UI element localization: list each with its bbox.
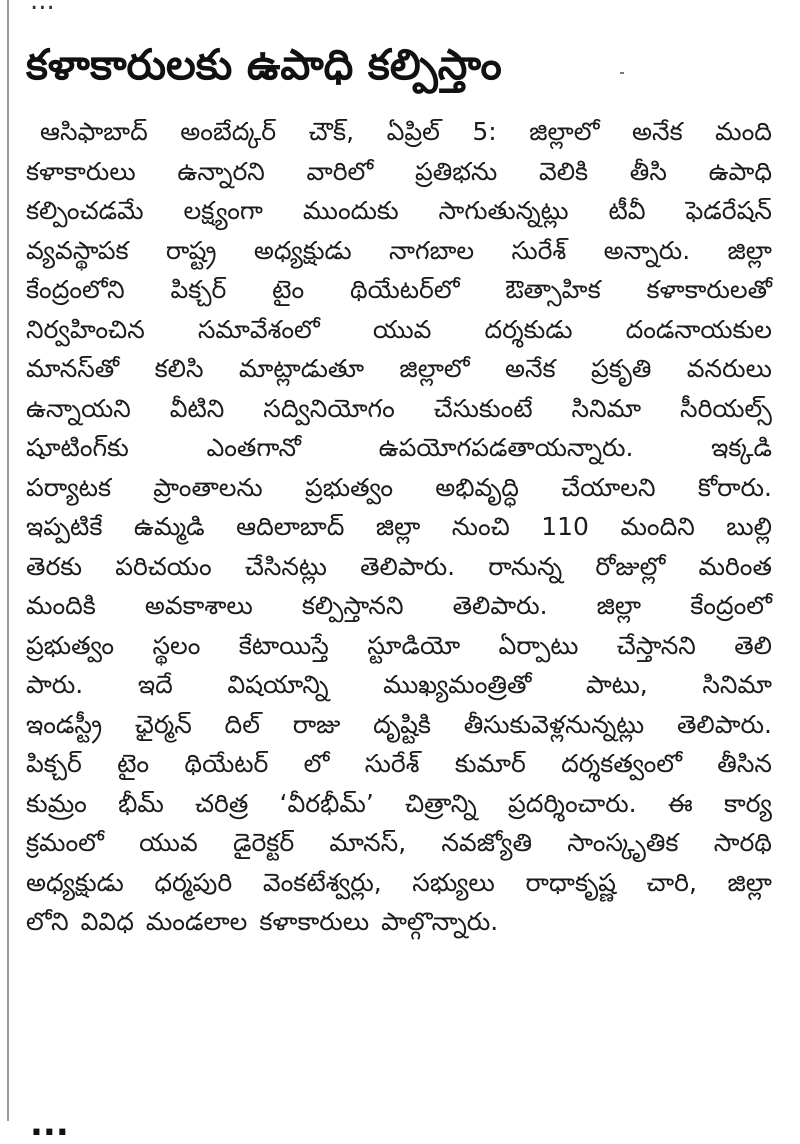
article-word: అభివృద్ధి: [435, 472, 519, 502]
article-word: సమావేశంలో: [197, 314, 320, 344]
article-word: మందికి: [26, 591, 96, 620]
article-word: పిక్చర్: [26, 749, 82, 778]
article-word: యువ: [139, 828, 198, 857]
article-body: [26, 112, 772, 942]
article-word: పరిచయం: [115, 551, 212, 581]
article-word: టీవీ: [608, 196, 646, 225]
article-line: [26, 310, 772, 350]
article-word: అంబేద్కర్: [180, 117, 277, 146]
article-line: [26, 468, 772, 508]
article-word: ఎంతగానో: [206, 433, 301, 462]
article-word: రాధాకృష్ణ: [525, 867, 616, 897]
article-word: జిల్లా: [727, 235, 772, 265]
article-word: కేటాయిస్తే: [238, 630, 329, 660]
article-word: జిల్లా: [375, 512, 421, 541]
article-word: ఏర్పాటు: [498, 630, 579, 660]
article-word: చిత్రాన్ని: [405, 788, 477, 818]
print-speck: [620, 72, 624, 74]
article-word: ప్రకృతి: [591, 354, 652, 383]
article-word: డైరెక్టర్: [232, 828, 295, 857]
article-word: వీటిని: [169, 393, 225, 423]
article-line: [26, 902, 772, 942]
article-word: కళాకారులతో: [646, 275, 772, 304]
article-word: వెలికి: [538, 156, 589, 186]
article-word: ‘వీరభీమ్’: [279, 788, 374, 818]
article-word: వెంకటేశ్వర్లు,: [262, 867, 382, 897]
article-word: రాజు: [292, 709, 341, 739]
article-word: వనరులు: [686, 354, 772, 383]
article-word: ఛైర్మన్: [134, 709, 192, 739]
article-word: మానస్,: [329, 828, 407, 857]
article-word: అన్నారు.: [603, 235, 691, 265]
article-word: ముఖ్యమంత్రితో: [383, 670, 532, 699]
article-word: ఇదే: [137, 670, 173, 699]
article-word: నిర్వహించిన: [26, 314, 145, 344]
article-word: యువ: [372, 314, 432, 344]
article-word: స్టూడియో: [367, 630, 461, 660]
article-word: అధ్యక్షుడు: [26, 867, 124, 897]
article-word: లక్ష్యంగా: [183, 196, 263, 225]
article-word: సాంస్కృతిక: [567, 828, 679, 857]
article-word: సారథి: [713, 828, 772, 857]
article-word: స్థలం: [152, 630, 201, 660]
article-word: తెరకు: [26, 551, 82, 581]
article-word: పాల్గొన్నారు.: [381, 907, 499, 936]
article-word: రాష్ట్ర: [165, 235, 217, 265]
article-word: కళాకారులు: [259, 907, 370, 936]
article-word: దండనాయకుల: [625, 314, 772, 344]
article-word: ఉమ్మడి: [133, 512, 205, 541]
article-word: ఔత్సాహిక: [505, 275, 601, 304]
article-line: [26, 507, 772, 547]
article-word: 110: [541, 512, 589, 541]
article-word: మంది: [715, 117, 772, 146]
article-word: ఇండస్ట్రీ: [26, 709, 103, 739]
article-word: కుమార్: [454, 749, 526, 778]
article-line: [26, 152, 772, 192]
article-word: వ్యవస్థాపక: [26, 235, 129, 265]
article-line: [26, 823, 772, 863]
article-word: నవజ్యోతి: [441, 828, 533, 857]
next-article-headline-fragment: ...: [30, 1104, 69, 1144]
article-word: తెలిపారు.: [676, 709, 772, 739]
article-line: [26, 665, 772, 705]
article-word: చరిత్ర: [195, 788, 249, 818]
article-word: దర్శకత్వంలో: [561, 749, 682, 778]
article-word: కుమ్రం: [26, 788, 87, 818]
article-word: తీసుకువెళ్లనున్నట్లు: [463, 709, 645, 739]
article-word: దిల్: [224, 709, 260, 739]
article-word: ఇక్కడి: [711, 433, 772, 462]
article-word: ఉపయోగపడతాయన్నారు.: [378, 433, 634, 462]
article-line: [26, 349, 772, 389]
article-word: థియేటర్‌లో: [349, 275, 460, 304]
article-word: కార్య: [723, 788, 772, 818]
article-word: రానున్న: [488, 551, 563, 581]
article-word: కలిసి: [154, 354, 204, 383]
article-word: తెలి: [734, 630, 772, 660]
article-word: పారు.: [26, 670, 84, 699]
article-line: [26, 389, 772, 429]
article-word: భీమ్: [118, 788, 164, 818]
article-word: దృష్టికి: [373, 709, 431, 739]
article-word: నుంచి: [451, 512, 510, 541]
article-word: ఆసిఫాబాద్: [40, 117, 148, 146]
article-word: కల్పించడమే: [26, 196, 144, 225]
article-line: [26, 191, 772, 231]
article-word: రోజుల్లో: [595, 551, 666, 581]
article-line: [26, 547, 772, 587]
article-word: ఇప్పటికే: [26, 512, 103, 541]
article-word: కళాకారులు: [26, 156, 136, 186]
article-headline: కళాకారులకు ఉపాధి కల్పిస్తాం: [26, 40, 502, 89]
article-word: ఏప్రిల్: [386, 117, 440, 146]
column-divider: [7, 0, 9, 1121]
article-line: [26, 428, 772, 468]
article-word: తీసి: [629, 156, 667, 186]
article-word: ఈ: [667, 788, 693, 818]
article-word: ప్రతిభను: [414, 156, 498, 186]
article-word: మండలాల: [145, 907, 248, 936]
article-word: సద్వినియోగం: [263, 393, 395, 423]
article-word: థియేటర్: [184, 749, 269, 778]
previous-article-fragment: ...: [30, 0, 55, 16]
article-word: ఫెడరేషన్: [685, 196, 772, 225]
article-word: ప్రదర్శించారు.: [508, 788, 637, 818]
article-word: అధ్యక్షుడు: [253, 235, 352, 265]
article-line: [26, 863, 772, 903]
next-article-fragment: [30, 1104, 790, 1144]
article-word: ప్రభుత్వం: [304, 472, 394, 502]
article-word: పాటు,: [586, 670, 648, 699]
article-line: [26, 231, 772, 271]
article-line: [26, 270, 772, 310]
article-word: అనేక: [632, 117, 683, 146]
article-word: పిక్చర్: [170, 275, 227, 304]
article-word: తెలిపారు.: [360, 551, 456, 581]
article-word: జిల్లాలో: [399, 354, 470, 383]
article-word: కోరారు.: [697, 472, 772, 502]
article-word: జిల్లాలో: [529, 117, 600, 146]
article-word: మరింత: [698, 551, 772, 581]
article-word: సినిమా: [702, 670, 772, 699]
article-word: మాట్లాడుతూ: [238, 354, 365, 383]
article-word: సీరియల్స్: [680, 393, 772, 423]
article-word: చేస్తానని: [616, 630, 696, 660]
article-word: చేయాలని: [561, 472, 656, 502]
article-word: చేసినట్లు: [244, 551, 327, 581]
article-word: తెలిపారు.: [452, 591, 548, 620]
article-word: ఆదిలాబాద్: [236, 512, 345, 541]
article-word: అనేక: [505, 354, 556, 383]
article-word: దర్శకుడు: [484, 314, 573, 344]
article-line: [26, 586, 772, 626]
article-line: [26, 784, 772, 824]
article-word: సురేశ్: [364, 749, 420, 778]
article-word: జిల్లా: [727, 867, 772, 897]
article-word: కేంద్రంలోని: [26, 275, 125, 304]
article-word: కల్పిస్తానని: [301, 591, 404, 620]
article-word: టైం: [272, 275, 305, 304]
article-word: ప్రభుత్వం: [26, 630, 115, 660]
article-word: చౌక్,: [308, 117, 355, 146]
article-word: ముందుకు: [302, 196, 399, 225]
article-word: మందిని: [620, 512, 695, 541]
article-word: సాగుతున్నట్లు: [438, 196, 569, 225]
article-word: బుల్లి: [726, 512, 772, 541]
article-word: లో: [303, 749, 330, 778]
article-word: నాగబాల: [389, 235, 475, 265]
article-word: కేంద్రంలో: [690, 591, 772, 620]
article-word: తీసిన: [717, 749, 772, 778]
article-line: [26, 626, 772, 666]
article-word: ప్రాంతాలను: [153, 472, 263, 502]
article-word: మానస్‌తో: [26, 354, 120, 383]
article-line: [26, 744, 772, 784]
article-word: ఉన్నాయని: [26, 393, 131, 423]
article-word: సినిమా: [571, 393, 642, 423]
article-word: 5:: [472, 117, 497, 146]
article-word: వివిధ: [80, 907, 134, 936]
article-word: సురేశ్: [511, 235, 567, 265]
article-word: ఉన్నారని: [177, 156, 265, 186]
article-line: [26, 112, 772, 152]
article-word: లోని: [26, 907, 69, 936]
article-word: ధర్మపురి: [154, 867, 233, 897]
article-word: అవకాశాలు: [144, 591, 253, 620]
article-word: చేసుకుంటే: [433, 393, 533, 423]
article-word: ఉపాధి: [708, 156, 772, 186]
article-word: క్రమంలో: [26, 828, 104, 857]
article-word: సభ్యులు: [412, 867, 495, 897]
article-word: చారి,: [646, 867, 697, 897]
article-line: [26, 705, 772, 745]
article-word: టైం: [117, 749, 150, 778]
article-word: విషయాన్ని: [227, 670, 329, 699]
article-word: వారిలో: [306, 156, 374, 186]
article-word: షూటింగ్‌కు: [26, 433, 129, 462]
article-word: పర్యాటక: [26, 472, 112, 502]
article-word: జిల్లా: [596, 591, 642, 620]
